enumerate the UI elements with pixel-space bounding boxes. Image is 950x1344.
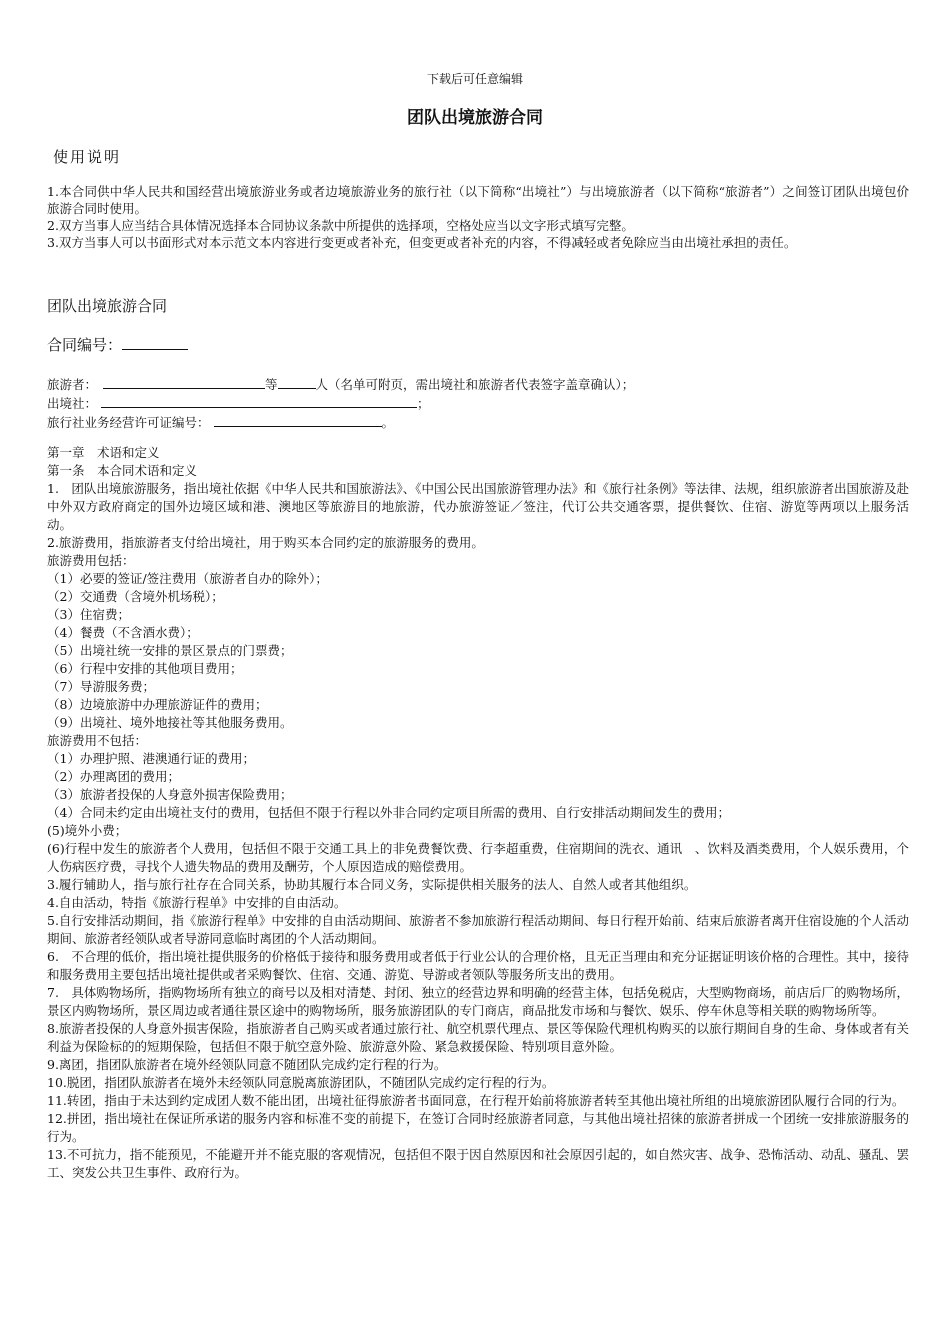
license-row [47, 412, 909, 431]
list-item: (6)行程中发生的旅游者个人费用，包括但不限于交通工具上的非免费餐饮费、行李超重费，住宿期间的洗衣、通讯 、饮料及酒类费用，个人娱乐费用，个人伤病医疗费，寻找个人遗失物品的费用及酬劳，个人原因造成的赔偿费用。 [47, 841, 909, 874]
usage-item: 1.本合同供中华人民共和国经营出境旅游业务或者边境旅游业务的旅行社（以下简称“出境社”）与出境旅游者（以下简称“旅游者”）之间签订团队出境包价旅游合同时使用。 [47, 184, 909, 216]
clause: 13.不可抗力，指不能预见，不能避开并不能克服的客观情况，包括但不限于因自然原因和社会原因引起的，如自然灾害、战争、恐怖活动、动乱、骚乱、罢工、突发公共卫生事件、政府行为。 [47, 1147, 909, 1180]
list-item: （6）行程中安排的其他项目费用； [47, 661, 243, 676]
tourist-name-blank[interactable] [103, 374, 265, 389]
list-item: （2）交通费（含境外机场税）； [47, 589, 224, 604]
list-item: （7）导游服务费； [47, 679, 155, 694]
contract-heading: 团队出境旅游合同 [47, 298, 168, 315]
clause: 1. 团队出境旅游服务，指出境社依据《中华人民共和国旅游法》、《中国公民出国旅游管理办法》和《旅行社条例》等法律、法规，组织旅游者出国旅游及赴中外双方政府商定的国外边境区域和港、澳地区等旅游目的地旅游，代办旅游签证／签注，代订公共交通客票，提供餐饮、住宿、游览等两项以上服务活动。 [47, 481, 909, 532]
clause: 11.转团，指由于未达到约定成团人数不能出团，出境社征得旅游者书面同意，在行程开始前将旅游者转至其他出境社所组的出境旅游团队履行合同的行为。 [47, 1093, 905, 1108]
license-suffix: 。 [381, 415, 395, 430]
license-label: 旅行社业务经营许可证编号： [47, 415, 210, 430]
agency-row [47, 393, 909, 412]
document-title: 团队出境旅游合同 [407, 108, 543, 127]
clause: 12.拼团，指出境社在保证所承诺的服务内容和标准不变的前提下，在签订合同时经旅游者同意，与其他出境社招徕的旅游者拼成一个团统一安排旅游服务的行为。 [47, 1111, 909, 1144]
list-item: (5)境外小费； [47, 823, 128, 838]
list-item: （3）旅游者投保的人身意外损害保险费用； [47, 787, 293, 802]
usage-heading: 使用说明 [53, 149, 122, 166]
clause: 6. 不合理的低价，指出境社提供服务的价格低于接待和服务费用或者低于行业公认的合理价格，且无正当理由和充分证据证明该价格的合理性。其中，接待和服务费用主要包括出境社提供或者采购餐饮、住宿、交通、游览、导游或者领队等服务所支出的费用。 [47, 949, 909, 982]
clause: 7. 具体购物场所，指购物场所有独立的商号以及相对清楚、封闭、独立的经营边界和明确的经营主体，包括免税店，大型购物商场，前店后厂的购物场所，景区内购物场所，景区周边或者通往景区途中的购物场所，服务旅游团队的专门商店，商品批发市场和与餐饮、娱乐、停车休息等相关联的购物场所等。 [47, 985, 909, 1018]
agency-name-blank[interactable] [101, 393, 417, 408]
list-item: （1）必要的签证/签注费用（旅游者自办的除外）； [47, 571, 328, 586]
usage-item: 3.双方当事人可以书面形式对本示范文本内容进行变更或者补充，但变更或者补充的内容，不得减轻或者免除应当由出境社承担的责任。 [47, 235, 797, 250]
tourist-mid: 等 [265, 377, 278, 392]
list-item: （8）边境旅游中办理旅游证件的费用； [47, 697, 268, 712]
clause: 4.自由活动，特指《旅游行程单》中安排的自由活动。 [47, 895, 347, 910]
list-heading: 旅游费用包括： [47, 553, 135, 568]
list-item: （9）出境社、境外地接社等其他服务费用。 [47, 715, 293, 730]
contract-number-blank[interactable] [122, 335, 188, 350]
usage-item: 2.双方当事人应当结合具体情况选择本合同协议条款中所提供的选择项，空格处应当以文字形式填写完整。 [47, 218, 634, 233]
clause: 9.离团，指团队旅游者在境外经领队同意不随团队完成约定行程的行为。 [47, 1057, 447, 1072]
chapter-heading: 第一章 术语和定义 [47, 445, 160, 460]
list-heading: 旅游费用不包括： [47, 733, 148, 748]
top-note: 下载后可任意编辑 [426, 72, 523, 86]
agency-suffix: ； [417, 396, 430, 411]
clause: 3.履行辅助人，指与旅行社存在合同关系，协助其履行本合同义务，实际提供相关服务的法人、自然人或者其他组织。 [47, 877, 697, 892]
contract-body [47, 444, 909, 1182]
list-item: （3）住宿费； [47, 607, 130, 622]
clause: 2.旅游费用，指旅游者支付给出境社，用于购买本合同约定的旅游服务的费用。 [47, 535, 484, 550]
clause: 10.脱团，指团队旅游者在境外未经领队同意脱离旅游团队，不随团队完成约定行程的行为。 [47, 1075, 555, 1090]
list-item: （2）办理离团的费用； [47, 769, 180, 784]
agency-label: 出境社： [47, 396, 98, 411]
list-item: （4）合同未约定由出境社支付的费用，包括但不限于行程以外非合同约定项目所需的费用、自行安排活动期间发生的费用； [47, 805, 730, 820]
tourist-label: 旅游者： [47, 377, 98, 392]
tourist-row [47, 374, 909, 393]
clause: 8.旅游者投保的人身意外损害保险，指旅游者自己购买或者通过旅行社、航空机票代理点、景区等保险代理机构购买的以旅行期间自身的生命、身体或者有关利益为保险标的的短期保险，包括但不限于航空意外险、旅游意外险、紧急救援保险、特别项目意外险。 [47, 1021, 909, 1054]
article-heading: 第一条 本合同术语和定义 [47, 463, 198, 478]
list-item: （5）出境社统一安排的景区景点的门票费； [47, 643, 293, 658]
tourist-count-blank[interactable] [278, 374, 316, 389]
tourist-suffix: 人（名单可附页，需出境社和旅游者代表签字盖章确认）； [315, 377, 635, 392]
list-item: （1）办理护照、港澳通行证的费用； [47, 751, 255, 766]
license-number-blank[interactable] [214, 412, 382, 427]
usage-instructions [47, 183, 909, 251]
contract-number-label: 合同编号： [47, 337, 123, 354]
clause: 5.自行安排活动期间，指《旅游行程单》中安排的自由活动期间、旅游者不参加旅游行程活动期间、每日行程开始前、结束后旅游者离开住宿设施的个人活动期间、旅游者经领队或者导游同意临时离团的个人活动期间。 [47, 913, 909, 946]
contract-number-row [47, 334, 188, 355]
parties-block [47, 374, 909, 431]
list-item: （4）餐费（不含酒水费）； [47, 625, 199, 640]
